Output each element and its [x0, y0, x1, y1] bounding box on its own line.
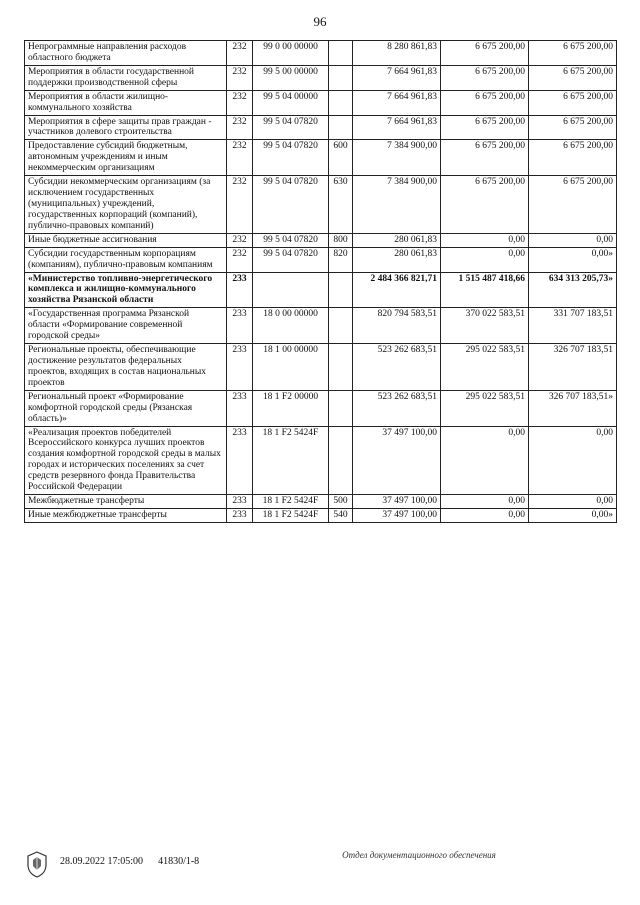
amount-2023-cell: 6 675 200,00 — [441, 90, 529, 115]
ministry-code-cell: 232 — [227, 247, 253, 272]
amount-2023-cell: 0,00 — [441, 495, 529, 509]
row-name-cell: Иные бюджетные ассигнования — [25, 233, 227, 247]
row-name-cell: Субсидии государственным корпорациям (компаниям), публично-правовым компаниям — [25, 247, 227, 272]
expense-type-cell — [329, 41, 353, 66]
amount-2023-cell: 6 675 200,00 — [441, 65, 529, 90]
row-name-cell: «Министерство топливно-энергетического комплекса и жилищно-коммунального хозяйства Рязанской области — [25, 272, 227, 308]
target-article-cell: 99 5 04 07820 — [253, 115, 329, 140]
ministry-code-cell: 233 — [227, 344, 253, 391]
amount-2023-cell: 0,00 — [441, 508, 529, 522]
row-name-cell: Региональные проекты, обеспечивающие достижение результатов федеральных проектов, входящих в состав национальных проектов — [25, 344, 227, 391]
ministry-code-cell: 233 — [227, 508, 253, 522]
amount-2024-cell: 0,00» — [529, 247, 617, 272]
ministry-code-cell: 233 — [227, 390, 253, 426]
row-name-cell: Мероприятия в области государственной поддержки производственной сферы — [25, 65, 227, 90]
target-article-cell: 18 0 00 00000 — [253, 308, 329, 344]
amount-2023-cell: 295 022 583,51 — [441, 344, 529, 391]
expense-type-cell: 600 — [329, 140, 353, 176]
table-row — [25, 90, 617, 115]
amount-2024-cell: 326 707 183,51 — [529, 344, 617, 391]
document-id: 41830/1-8 — [158, 856, 200, 867]
amount-2023-cell: 6 675 200,00 — [441, 176, 529, 234]
target-article-cell: 99 5 04 07820 — [253, 233, 329, 247]
table-row — [25, 115, 617, 140]
expense-type-cell: 540 — [329, 508, 353, 522]
amount-2022-cell: 37 497 100,00 — [353, 495, 441, 509]
target-article-cell: 99 0 00 00000 — [253, 41, 329, 66]
table-row — [25, 176, 617, 234]
table-row — [25, 233, 617, 247]
amount-2022-cell: 280 061,83 — [353, 247, 441, 272]
target-article-cell: 99 5 04 00000 — [253, 90, 329, 115]
amount-2022-cell: 280 061,83 — [353, 233, 441, 247]
row-name-cell: Непрограммные направления расходов областного бюджета — [25, 41, 227, 66]
amount-2024-cell: 6 675 200,00 — [529, 115, 617, 140]
amount-2024-cell: 326 707 183,51» — [529, 390, 617, 426]
expense-type-cell — [329, 390, 353, 426]
row-name-cell: Мероприятия в области жилищно-коммунального хозяйства — [25, 90, 227, 115]
amount-2022-cell: 523 262 683,51 — [353, 344, 441, 391]
ministry-code-cell: 232 — [227, 41, 253, 66]
amount-2022-cell: 7 384 900,00 — [353, 140, 441, 176]
row-name-cell: Региональный проект «Формирование комфортной городской среды (Рязанская область)» — [25, 390, 227, 426]
row-name-cell: «Реализация проектов победителей Всероссийского конкурса лучших проектов создания комфортной городской среды в малых городах и исторических поселениях за счет средств резервного фонда Правительства Российской Федерации — [25, 426, 227, 495]
table-row — [25, 344, 617, 391]
ministry-code-cell: 232 — [227, 176, 253, 234]
table-row — [25, 390, 617, 426]
amount-2024-cell: 0,00 — [529, 233, 617, 247]
expense-type-cell — [329, 272, 353, 308]
expense-type-cell: 800 — [329, 233, 353, 247]
amount-2024-cell: 6 675 200,00 — [529, 176, 617, 234]
table-row — [25, 247, 617, 272]
amount-2024-cell: 331 707 183,51 — [529, 308, 617, 344]
ministry-code-cell: 232 — [227, 233, 253, 247]
expense-type-cell — [329, 344, 353, 391]
print-datetime: 28.09.2022 17:05:00 — [60, 856, 144, 867]
target-article-cell: 18 1 00 00000 — [253, 344, 329, 391]
amount-2023-cell: 370 022 583,51 — [441, 308, 529, 344]
table-row — [25, 65, 617, 90]
row-name-cell: Межбюджетные трансферты — [25, 495, 227, 509]
amount-2022-cell: 523 262 683,51 — [353, 390, 441, 426]
amount-2024-cell: 634 313 205,73» — [529, 272, 617, 308]
amount-2022-cell: 7 384 900,00 — [353, 176, 441, 234]
target-article-cell: 18 1 F2 5424F — [253, 495, 329, 509]
table-row — [25, 41, 617, 66]
target-article-cell: 18 1 F2 5424F — [253, 426, 329, 495]
row-name-cell: Иные межбюджетные трансферты — [25, 508, 227, 522]
ministry-code-cell: 232 — [227, 90, 253, 115]
amount-2024-cell: 6 675 200,00 — [529, 41, 617, 66]
amount-2023-cell: 6 675 200,00 — [441, 115, 529, 140]
ministry-code-cell: 233 — [227, 272, 253, 308]
table-row — [25, 308, 617, 344]
target-article-cell: 99 5 04 07820 — [253, 176, 329, 234]
amount-2024-cell: 0,00» — [529, 508, 617, 522]
ministry-code-cell: 232 — [227, 115, 253, 140]
target-article-cell: 99 5 04 07820 — [253, 140, 329, 176]
ministry-code-cell: 232 — [227, 140, 253, 176]
ministry-code-cell: 233 — [227, 495, 253, 509]
amount-2023-cell: 0,00 — [441, 233, 529, 247]
amount-2022-cell: 37 497 100,00 — [353, 508, 441, 522]
print-stamp — [60, 856, 199, 867]
table-row — [25, 140, 617, 176]
coat-of-arms-icon — [24, 850, 50, 878]
page-footer — [24, 848, 616, 888]
expense-type-cell: 500 — [329, 495, 353, 509]
target-article-cell: 18 1 F2 5424F — [253, 508, 329, 522]
expense-type-cell — [329, 90, 353, 115]
amount-2023-cell: 6 675 200,00 — [441, 140, 529, 176]
expense-type-cell — [329, 426, 353, 495]
expense-type-cell — [329, 115, 353, 140]
table-row — [25, 495, 617, 509]
ministry-code-cell: 233 — [227, 308, 253, 344]
target-article-cell: 18 1 F2 00000 — [253, 390, 329, 426]
budget-table-container — [24, 40, 616, 523]
amount-2023-cell: 295 022 583,51 — [441, 390, 529, 426]
amount-2023-cell: 1 515 487 418,66 — [441, 272, 529, 308]
amount-2023-cell: 0,00 — [441, 247, 529, 272]
amount-2022-cell: 7 664 961,83 — [353, 65, 441, 90]
amount-2022-cell: 8 280 861,83 — [353, 41, 441, 66]
target-article-cell: 99 5 00 00000 — [253, 65, 329, 90]
row-name-cell: Субсидии некоммерческим организациям (за исключением государственных (муниципальных) учреждений, государственных корпораций (компаний), публично-правовых компаний) — [25, 176, 227, 234]
ministry-code-cell: 232 — [227, 65, 253, 90]
amount-2024-cell: 0,00 — [529, 495, 617, 509]
target-article-cell: 99 5 04 07820 — [253, 247, 329, 272]
amount-2023-cell: 0,00 — [441, 426, 529, 495]
target-article-cell — [253, 272, 329, 308]
amount-2022-cell: 820 794 583,51 — [353, 308, 441, 344]
table-row — [25, 426, 617, 495]
page-number: 96 — [313, 14, 327, 29]
table-row — [25, 508, 617, 522]
amount-2022-cell: 37 497 100,00 — [353, 426, 441, 495]
amount-2024-cell: 6 675 200,00 — [529, 90, 617, 115]
budget-table — [24, 40, 617, 523]
budget-table-body — [25, 41, 617, 523]
expense-type-cell — [329, 65, 353, 90]
ministry-code-cell: 233 — [227, 426, 253, 495]
amount-2024-cell: 0,00 — [529, 426, 617, 495]
expense-type-cell: 630 — [329, 176, 353, 234]
amount-2024-cell: 6 675 200,00 — [529, 140, 617, 176]
amount-2022-cell: 7 664 961,83 — [353, 115, 441, 140]
row-name-cell: Предоставление субсидий бюджетным, автономным учреждениям и иным некоммерческим организациям — [25, 140, 227, 176]
row-name-cell: Мероприятия в сфере защиты прав граждан - участников долевого строительства — [25, 115, 227, 140]
amount-2022-cell: 2 484 366 821,71 — [353, 272, 441, 308]
expense-type-cell: 820 — [329, 247, 353, 272]
amount-2023-cell: 6 675 200,00 — [441, 41, 529, 66]
department-label: Отдел документационного обеспечения — [342, 850, 496, 860]
table-row — [25, 272, 617, 308]
amount-2022-cell: 7 664 961,83 — [353, 90, 441, 115]
expense-type-cell — [329, 308, 353, 344]
row-name-cell: «Государственная программа Рязанской области «Формирование современной городской среды» — [25, 308, 227, 344]
amount-2024-cell: 6 675 200,00 — [529, 65, 617, 90]
